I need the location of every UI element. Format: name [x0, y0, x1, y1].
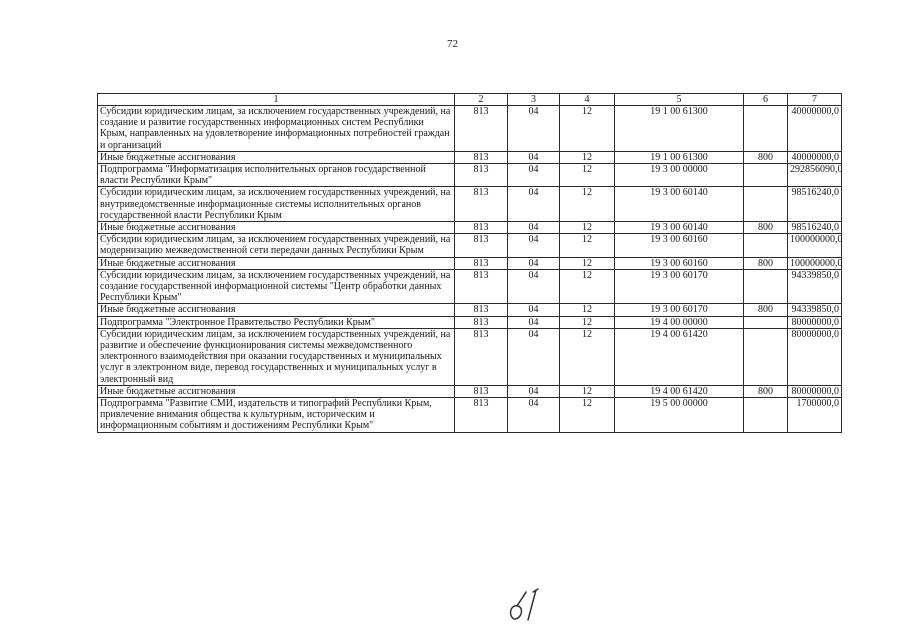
cell-target-article: 19 4 00 00000: [615, 316, 744, 328]
cell-section: 04: [508, 316, 560, 328]
cell-section: 04: [508, 106, 560, 152]
cell-target-article: 19 3 00 60140: [615, 222, 744, 234]
table-row: [98, 398, 842, 433]
cell-expense-type: [744, 106, 788, 152]
column-header: 2: [455, 94, 508, 106]
cell-subsection: 12: [560, 398, 615, 433]
column-header: 5: [615, 94, 744, 106]
cell-expense-type: [744, 164, 788, 187]
table-row: [98, 269, 842, 304]
cell-expense-type: 800: [744, 222, 788, 234]
cell-target-article: 19 3 00 60170: [615, 269, 744, 304]
cell-admin-code: 813: [455, 164, 508, 187]
cell-target-article: 19 3 00 00000: [615, 164, 744, 187]
cell-subsection: 12: [560, 316, 615, 328]
cell-subsection: 12: [560, 234, 615, 257]
cell-section: 04: [508, 328, 560, 385]
page-number: 72: [447, 38, 458, 50]
table-row: [98, 304, 842, 316]
cell-amount: 98516240,0: [788, 187, 842, 222]
cell-section: 04: [508, 187, 560, 222]
table-row: [98, 106, 842, 152]
cell-section: 04: [508, 385, 560, 397]
row-description: Субсидии юридическим лицам, за исключением государственных учреждений, на создание государственной информационной системы "Центр обработки данных Республики Крым": [98, 269, 455, 304]
cell-subsection: 12: [560, 222, 615, 234]
cell-expense-type: [744, 234, 788, 257]
header-row: [98, 94, 842, 106]
cell-amount: 94339850,0: [788, 269, 842, 304]
row-description: Подпрограмма "Электронное Правительство Республики Крым": [98, 316, 455, 328]
cell-subsection: 12: [560, 269, 615, 304]
cell-target-article: 19 3 00 60160: [615, 234, 744, 257]
cell-admin-code: 813: [455, 385, 508, 397]
table-body: [98, 106, 842, 433]
row-description: Иные бюджетные ассигнования: [98, 151, 455, 163]
row-description: Подпрограмма "Развитие СМИ, издательств и типографий Республики Крым, привлечение внимания общества к культурным, историческим и информационным событиям и достижениям Республики Крым": [98, 398, 455, 433]
cell-admin-code: 813: [455, 106, 508, 152]
cell-expense-type: [744, 316, 788, 328]
cell-amount: 40000000,0: [788, 151, 842, 163]
cell-subsection: 12: [560, 106, 615, 152]
column-header: 3: [508, 94, 560, 106]
cell-target-article: 19 3 00 60160: [615, 257, 744, 269]
cell-subsection: 12: [560, 151, 615, 163]
table-row: [98, 187, 842, 222]
cell-target-article: 19 4 00 61420: [615, 328, 744, 385]
cell-admin-code: 813: [455, 316, 508, 328]
cell-section: 04: [508, 164, 560, 187]
row-description: Иные бюджетные ассигнования: [98, 222, 455, 234]
table-row: [98, 151, 842, 163]
cell-amount: 80000000,0: [788, 316, 842, 328]
row-description: Иные бюджетные ассигнования: [98, 304, 455, 316]
cell-amount: 100000000,0: [788, 257, 842, 269]
row-description: Иные бюджетные ассигнования: [98, 257, 455, 269]
cell-admin-code: 813: [455, 398, 508, 433]
cell-amount: 100000000,0: [788, 234, 842, 257]
row-description: Субсидии юридическим лицам, за исключением государственных учреждений, на создание и развитие государственных информационных систем Республики Крым, направленных на удовлетворение информационных потребностей граждан и организаций: [98, 106, 455, 152]
column-header: 1: [98, 94, 455, 106]
table-row: [98, 385, 842, 397]
row-description: Подпрограмма "Информатизация исполнительных органов государственной власти Республики Крым": [98, 164, 455, 187]
cell-amount: 80000000,0: [788, 328, 842, 385]
table-row: [98, 164, 842, 187]
cell-amount: 80000000,0: [788, 385, 842, 397]
cell-amount: 94339850,0: [788, 304, 842, 316]
cell-section: 04: [508, 151, 560, 163]
cell-admin-code: 813: [455, 187, 508, 222]
cell-section: 04: [508, 304, 560, 316]
row-description: Субсидии юридическим лицам, за исключением государственных учреждений, на модернизацию межведомственной сети передачи данных Республики Крым: [98, 234, 455, 257]
cell-section: 04: [508, 398, 560, 433]
table-row: [98, 328, 842, 385]
cell-target-article: 19 1 00 61300: [615, 151, 744, 163]
cell-admin-code: 813: [455, 328, 508, 385]
cell-expense-type: [744, 398, 788, 433]
table-row: [98, 316, 842, 328]
row-description: Субсидии юридическим лицам, за исключением государственных учреждений, на внутриведомственные информационные системы исполнительных органов государственной власти Республики Крым: [98, 187, 455, 222]
cell-admin-code: 813: [455, 151, 508, 163]
table-row: [98, 257, 842, 269]
cell-section: 04: [508, 269, 560, 304]
cell-subsection: 12: [560, 328, 615, 385]
cell-expense-type: 800: [744, 304, 788, 316]
cell-target-article: 19 5 00 00000: [615, 398, 744, 433]
cell-expense-type: [744, 269, 788, 304]
cell-admin-code: 813: [455, 304, 508, 316]
cell-target-article: 19 3 00 60170: [615, 304, 744, 316]
cell-subsection: 12: [560, 304, 615, 316]
table-row: [98, 222, 842, 234]
budget-table: [97, 93, 842, 433]
cell-expense-type: [744, 328, 788, 385]
cell-amount: 40000000,0: [788, 106, 842, 152]
cell-expense-type: 800: [744, 151, 788, 163]
table-row: [98, 234, 842, 257]
cell-expense-type: 800: [744, 385, 788, 397]
row-description: Иные бюджетные ассигнования: [98, 385, 455, 397]
cell-subsection: 12: [560, 187, 615, 222]
cell-subsection: 12: [560, 257, 615, 269]
column-header: 7: [788, 94, 842, 106]
cell-section: 04: [508, 222, 560, 234]
handwritten-signature: [500, 586, 560, 626]
cell-amount: 292856090,0: [788, 164, 842, 187]
cell-target-article: 19 1 00 61300: [615, 106, 744, 152]
cell-admin-code: 813: [455, 222, 508, 234]
column-header: 4: [560, 94, 615, 106]
row-description: Субсидии юридическим лицам, за исключением государственных учреждений, на развитие и обеспечение функционирования системы межведомственного электронного взаимодействия при оказании государственных и муниципальных услуг в электронном виде, перевод государственных и муниципальных услуг в электронный вид: [98, 328, 455, 385]
cell-expense-type: [744, 187, 788, 222]
cell-admin-code: 813: [455, 269, 508, 304]
cell-amount: 1700000,0: [788, 398, 842, 433]
cell-admin-code: 813: [455, 234, 508, 257]
cell-section: 04: [508, 257, 560, 269]
cell-target-article: 19 3 00 60140: [615, 187, 744, 222]
cell-amount: 98516240,0: [788, 222, 842, 234]
cell-subsection: 12: [560, 164, 615, 187]
cell-subsection: 12: [560, 385, 615, 397]
cell-expense-type: 800: [744, 257, 788, 269]
cell-section: 04: [508, 234, 560, 257]
cell-admin-code: 813: [455, 257, 508, 269]
cell-target-article: 19 4 00 61420: [615, 385, 744, 397]
column-header: 6: [744, 94, 788, 106]
